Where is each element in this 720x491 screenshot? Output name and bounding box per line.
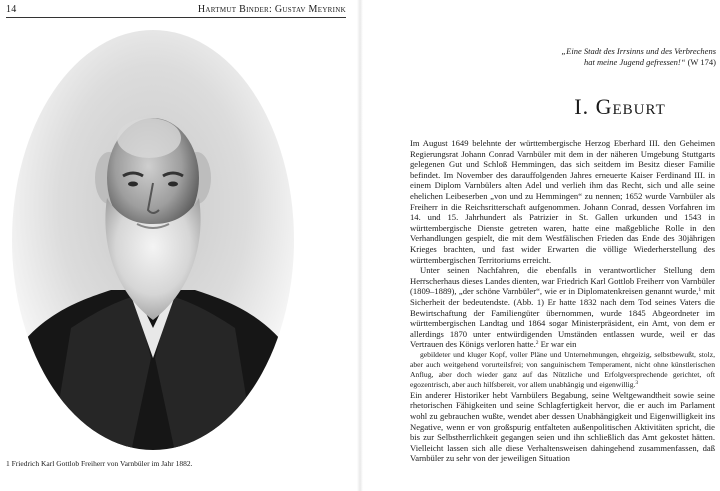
paragraph-text: mit Sicherheit der bedeutendste. (Abb. 1) Er hatte 1832 nach dem Tod seines Vaters die Bewirtschaftung der Familiengüter übernommen, wurde 1845 Abgeordneter im württembergischen Landtag und 1864 sogar Ministerpräsident, ein Amt, von dem er allerdings 1870 unter entwürdigenden Umständen entlassen wurde, weil er das Vertrauen des Königs verloren hatte. [410,286,715,350]
page-number: 14 [6,4,17,15]
epigraph-reference: (W 174) [687,57,716,67]
portrait-illustration [11,28,295,452]
running-head [6,4,346,18]
book-gutter [357,0,363,491]
epigraph [560,46,716,68]
body-text [410,138,715,464]
footnote-marker: 1 [698,287,702,294]
paragraph-text: Unter seinen Nachfahren, die ebenfalls in verantwortlicher Stellung dem Herrscherhaus dieses Landes dienten, war Friedrich Karl Gottlob Freiherr von Varnbüler (1809–1889), „der schöne Varnbüler“, wie er in Diplomatenkreisen genannt wurde, [410,265,715,297]
footnote-marker: 2 [535,340,539,347]
paragraph: Ein anderer Historiker hebt Varnbülers Begabung, seine Weltgewandtheit sowie seine rhetorischen Fähigkeiten und seine Schlagfertigkeit hervor, die er auch im Parlament wohl zu gebrauchen wußte, wendet aber dessen Unabhängigkeit und Eigenwilligkeit ins Negative, wenn er von großspurig entfalteten außenpolitischen Aktivitäten spricht, die bis zur Selbstherrlichkeit gegangen seien und ihn schließlich das Amt gekostet hätten. Vielleicht lassen sich alle diese Verhaltensweisen dahingehend zusammenfassen, daß Varnbüler zu sehr von der jeweiligen Situation [410,389,715,464]
quote-text: gebildeter und kluger Kopf, voller Pläne und Unternehmungen, ehrgeizig, selbstbewußt, stolz, aber auch weitgehend vorurteilsfrei; von sanguinischem Temperament, nicht ohne künstlerischen Anflug, aber doch wieder ganz auf das Nützliche und Erfolgversprechende gerichtet, oft egozentrisch, aber auch hilfsbereit, vor allem unabhängig und eigenwillig. [410,349,715,389]
portrait-photo [11,28,295,452]
block-quote [410,350,715,390]
header-rule [6,17,346,18]
paragraph [410,265,715,350]
epigraph-quote: „Eine Stadt des Irrsinns und des Verbrechens hat meine Jugend gefressen!“ [561,46,716,67]
chapter-title: I. Geburt [574,94,666,119]
paragraph-text: Er war ein [538,339,577,350]
footnote-marker: 3 [635,379,639,386]
figure-caption: 1 Friedrich Karl Gottlob Freiherr von Varnbüler im Jahr 1882. [6,459,193,468]
paragraph: Im August 1649 belehnte der württembergische Herzog Eberhard III. den Geheimen Regierungsrat Johann Conrad Varnbüler mit dem in der näheren Umgebung Stuttgarts gelegenen Gut und Schloß Hemmingen, das sich seitdem im Besitz dieser Familie befindet. Im November des darauffolgenden Jahres erneuerte Kaiser Ferdinand III. in einem Diplom Varnbülers alten Adel und verlieh ihm das Recht, sich und alle seine ehelichen Leibeserben „von und zu Hemmingen“ zu nennen; 1652 wurde Varnbüler als Freiherr in die Reichsritterschaft aufgenommen. Johann Conrad, dessen Vorfahren im 14. und 15. Jahrhundert als Patrizier in St. Gallen urkunden und 1543 in württembergische Dienste getreten waren, hatte eine maßgebliche Rolle in den Verhandlungen gespielt, die mit dem Westfälischen Frieden das Ende des 30jährigen Krieges brachten, und fast wider Erwarten die völlige Wiederherstellung des württembergischen Territoriums erreicht. [410,138,715,265]
running-title: Hartmut Binder: Gustav Meyrink [197,4,346,15]
